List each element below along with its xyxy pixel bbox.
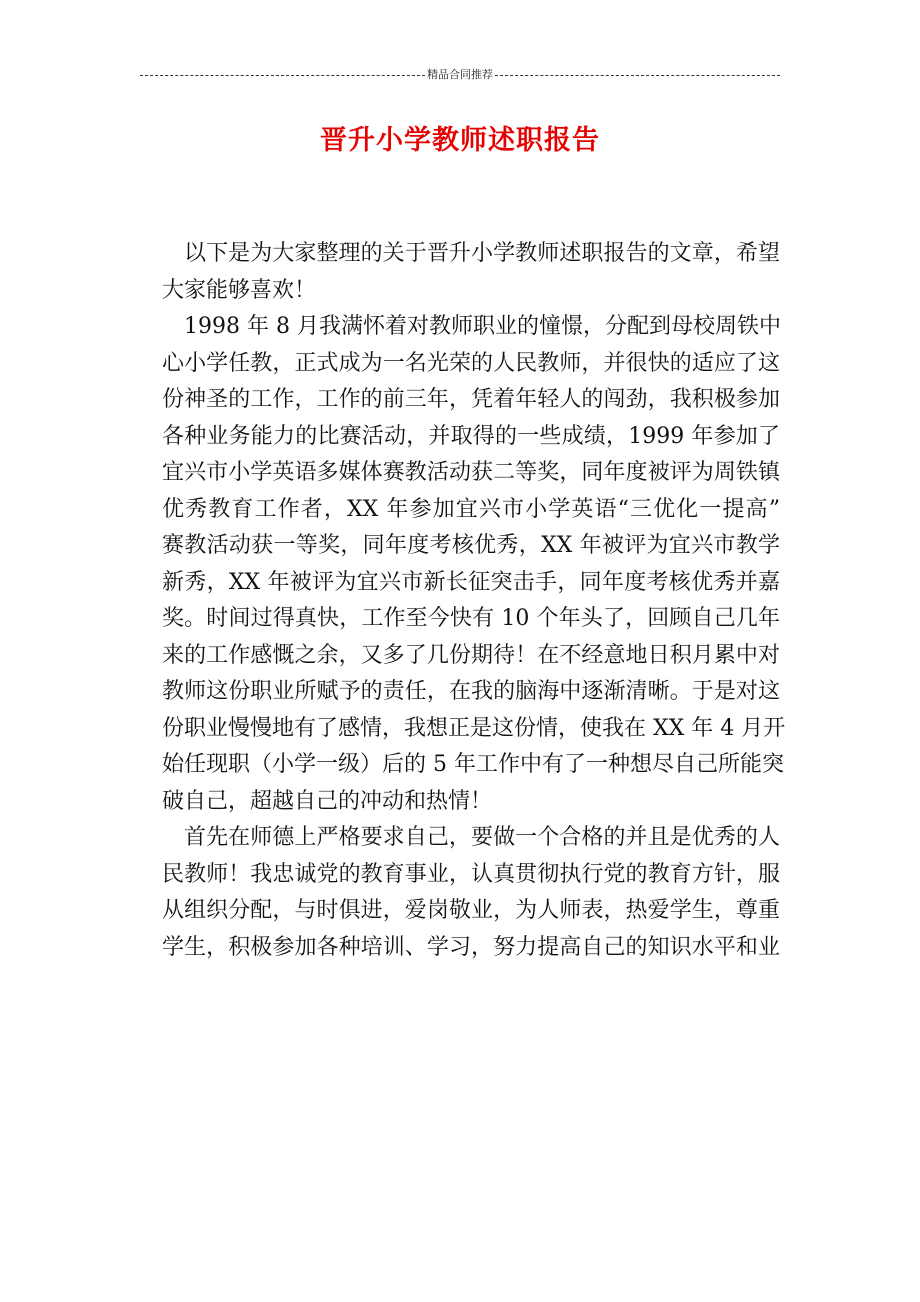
text-line: 从组织分配，与时俱进，爱岗敬业，为人师表，热爱学生，尊重 (162, 898, 780, 923)
text-line: 1998 年 8 月我满怀着对教师职业的憧憬，分配到母校周铁中 (184, 314, 781, 339)
text-line: 优秀教育工作者，XX 年参加宜兴市小学英语“三优化一提高” (162, 496, 780, 522)
text-line: 份神圣的工作，工作的前三年，凭着年轻人的闯劲，我积极参加 (162, 387, 780, 412)
text-line: 学生，积极参加各种培训、学习，努力提高自己的知识水平和业 (162, 934, 780, 960)
paragraph-career (140, 309, 786, 820)
text-line: 心小学任教，正式成为一名光荣的人民教师，并很快的适应了这 (162, 350, 780, 376)
text-line: 宜兴市小学英语多媒体赛教活动获二等奖，同年度被评为周铁镇 (162, 460, 780, 485)
text-line: 首先在师德上严格要求自己，要做一个合格的并且是优秀的人 (184, 825, 780, 850)
header-dash-left (140, 75, 425, 76)
paragraph-ethics (140, 820, 780, 966)
header-label: 精品合同推荐 (427, 68, 493, 81)
text-line: 以下是为大家整理的关于晋升小学教师述职报告的文章，希望 (184, 241, 780, 266)
paragraph-intro (140, 236, 780, 309)
text-line: 奖。时间过得真快，工作至今快有 10 个年头了，回顾自己几年 (162, 606, 780, 631)
document-title: 晋升小学教师述职报告 (320, 125, 600, 156)
document-body (140, 236, 786, 966)
text-line: 民教师！我忠诚党的教育事业，认真贯彻执行党的教育方针，服 (162, 861, 780, 887)
text-line: 教师这份职业所赋予的责任，在我的脑海中逐渐清晰。于是对这 (162, 679, 780, 704)
text-line: 新秀，XX 年被评为宜兴市新长征突击手，同年度考核优秀并嘉 (162, 569, 780, 595)
text-line: 破自己，超越自己的冲动和热情！ (162, 788, 493, 814)
text-line: 份职业慢慢地有了感情，我想正是这份情，使我在 XX 年 4 月开 (162, 715, 786, 741)
text-line: 大家能够喜欢！ (162, 277, 317, 303)
text-line: 赛教活动获一等奖，同年度考核优秀，XX 年被评为宜兴市教学 (162, 533, 780, 558)
text-line: 来的工作感慨之余，又多了几份期待！在不经意地日积月累中对 (162, 642, 780, 668)
header-rule (140, 66, 780, 82)
text-line: 各种业务能力的比赛活动，并取得的一些成绩，1999 年参加了 (162, 423, 780, 449)
text-line: 始任现职（小学一级）后的 5 年工作中有了一种想尽自己所能突 (162, 752, 784, 777)
header-dash-right (495, 75, 780, 76)
